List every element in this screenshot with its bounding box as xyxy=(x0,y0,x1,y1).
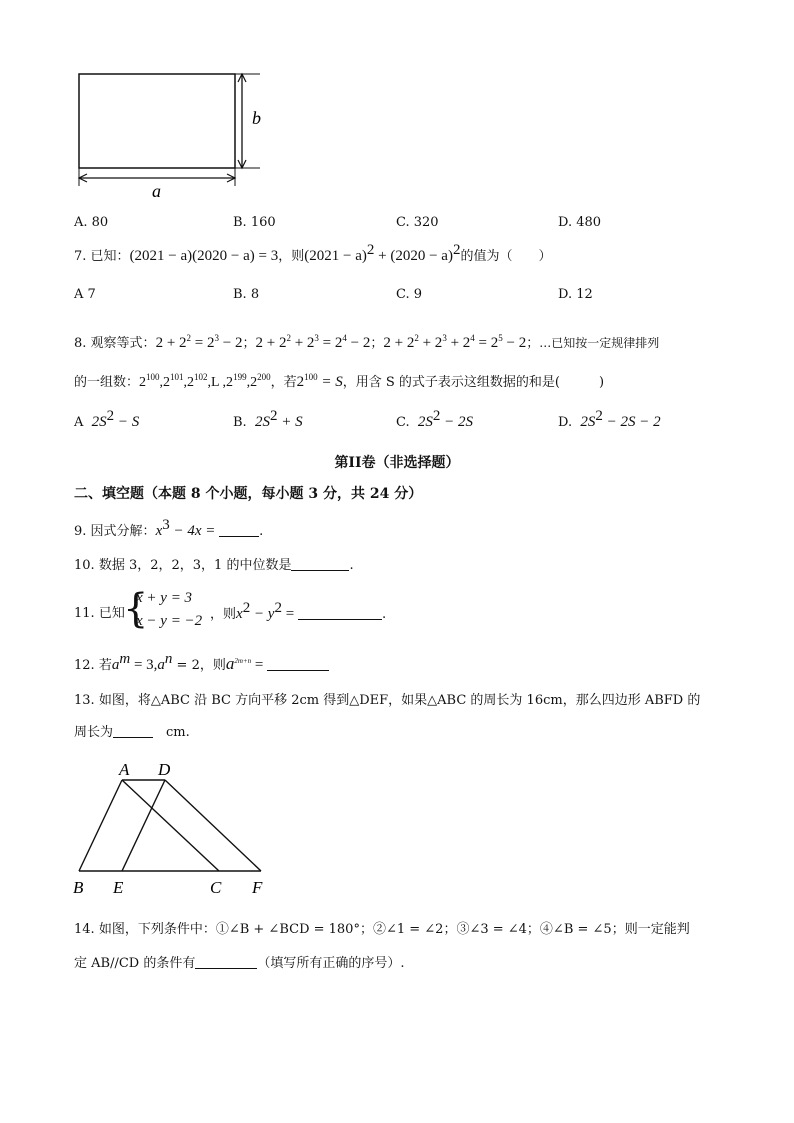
q9-answer-blank[interactable] xyxy=(219,524,259,537)
q7-option-c: C. 9 xyxy=(396,287,423,302)
question-12: 12. 若$a^m = 3,a^n = 2$，则$a^{2m+n}$ = xyxy=(74,655,329,675)
q8-option-a: A $2S^2 - S$ xyxy=(74,408,140,430)
question-8-line2: 的一组数：$2^{100},2^{101},2^{102},L$ $,2^{199},2^{200}$，若$2^{100} = S$，用含 S 的式子表示这组数据的和是( ) xyxy=(74,372,605,390)
system-eq-2: x − y = −2 xyxy=(136,613,203,629)
q6-option-d: D. 480 xyxy=(558,215,602,230)
segment-BA xyxy=(79,780,122,871)
segment-AC xyxy=(122,780,219,871)
label-F: F xyxy=(252,878,263,897)
label-B: B xyxy=(73,878,84,897)
question-13-line1: 13. 如图，将△ABC 沿 BC 方向平移 2cm 得到△DEF，如果△ABC 的周长为 16cm，那么四边形 ABFD 的 xyxy=(74,693,701,708)
q13-answer-blank[interactable] xyxy=(113,725,153,738)
rectangle xyxy=(79,74,235,168)
segment-DF xyxy=(165,780,261,871)
question-14-line1: 14. 如图，下列条件中：①∠B + ∠BCD = 180°；②∠1 = ∠2；③∠3 = ∠4；④∠B = ∠5；则一定能判 xyxy=(74,922,690,937)
q8-option-d: D. $2S^2 - 2S - 2$ xyxy=(558,408,661,430)
brace: { xyxy=(123,586,149,632)
q6-option-a: A. 80 xyxy=(74,215,109,230)
q8-option-b: B. $2S^2 + S$ xyxy=(233,408,303,430)
question-10: 10. 数据 3，2，2，3，1 的中位数是 . xyxy=(74,558,354,573)
part2-heading: 二、填空题（本题 8 个小题，每小题 3 分，共 24 分） xyxy=(74,486,423,502)
question-7: 7. 已知：(2021 − a)(2020 − a) = 3，则$(2021 - a)^2 + (2020 - a)^2$的值为（ ） xyxy=(74,242,552,264)
question-11-tail: ，则$x^2 - y^2$ = . xyxy=(210,600,387,622)
q10-answer-blank[interactable] xyxy=(291,558,349,571)
section-title: 第II卷（非选择题） xyxy=(334,455,460,471)
q14-answer-blank[interactable] xyxy=(195,956,257,969)
q6-option-b: B. 160 xyxy=(233,215,276,230)
q7-option-a: A 7 xyxy=(74,287,96,302)
label-b: b xyxy=(252,108,261,128)
label-A: A xyxy=(119,760,130,779)
q8-option-c: C. $2S^2 - 2S$ xyxy=(396,408,474,430)
q6-option-c: C. 320 xyxy=(396,215,439,230)
q12-answer-blank[interactable] xyxy=(267,658,329,671)
q7-option-d: D. 12 xyxy=(558,287,593,302)
label-E: E xyxy=(113,878,124,897)
q11-answer-blank[interactable] xyxy=(298,607,382,620)
question-13-line2: 周长为 cm. xyxy=(74,725,190,740)
rectangle-figure xyxy=(70,66,280,201)
q7-option-b: B. 8 xyxy=(233,287,260,302)
label-a: a xyxy=(152,181,161,201)
translation-figure xyxy=(68,756,278,902)
segment-DE xyxy=(122,780,165,871)
question-11: 11. 已知 xyxy=(74,606,125,621)
question-9: 9. 因式分解：$x^3 - 4x$ = . xyxy=(74,517,264,539)
label-C: C xyxy=(210,878,222,897)
question-8-line1: 8. 观察等式：$2 + 2^2 = 2^3 - 2$；$2 + 2^2 + 2^3 = 2^4 - 2$；$2 + 2^2 + 2^3 + 2^4 = 2^5 - 2$；…已知按一定规律排列 xyxy=(74,333,660,351)
label-D: D xyxy=(158,760,171,779)
system-eq-1: x + y = 3 xyxy=(136,590,193,606)
question-14-line2: 定 AB//CD 的条件有 （填写所有正确的序号）. xyxy=(74,956,405,971)
